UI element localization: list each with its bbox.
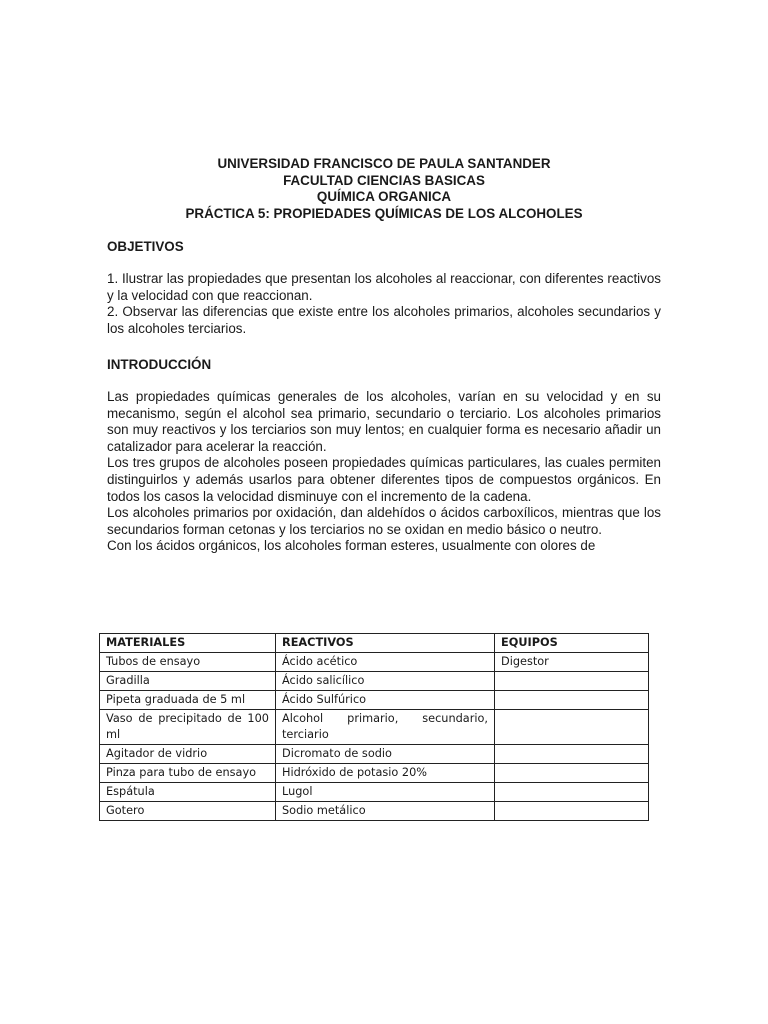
column-header-equipos: EQUIPOS: [495, 634, 649, 653]
table-cell: Alcohol primario, secundario, terciario: [276, 710, 495, 745]
table-cell: Dicromato de sodio: [276, 745, 495, 764]
table-row: [100, 802, 649, 821]
table-row: [100, 783, 649, 802]
objetivo-item: 1. Ilustrar las propiedades que presentan los alcoholes al reaccionar, con diferentes reactivos y la velocidad con que reaccionan.: [107, 271, 661, 303]
table-row: [100, 745, 649, 764]
document-header: [0, 156, 768, 222]
table-cell: [495, 691, 649, 710]
table-row: [100, 653, 649, 672]
table-cell: Digestor: [495, 653, 649, 672]
table-cell: Hidróxido de potasio 20%: [276, 764, 495, 783]
table-cell: [495, 802, 649, 821]
table-cell: [495, 764, 649, 783]
table-row: [100, 672, 649, 691]
introduccion-body: [107, 389, 661, 555]
materials-table: [99, 633, 649, 821]
table-cell: Pinza para tubo de ensayo: [100, 764, 276, 783]
objetivo-item: 2. Observar las diferencias que existe entre los alcoholes primarios, alcoholes secundarios y los alcoholes terciarios.: [107, 304, 661, 336]
table-header-row: [100, 634, 649, 653]
table-cell: Lugol: [276, 783, 495, 802]
table-cell: Ácido salicílico: [276, 672, 495, 691]
objetivos-list: [107, 271, 661, 337]
column-header-reactivos: REACTIVOS: [276, 634, 495, 653]
table-cell: Pipeta graduada de 5 ml: [100, 691, 276, 710]
intro-paragraph: Las propiedades químicas generales de los alcoholes, varían en su velocidad y en su mecanismo, según el alcohol sea primario, secundario o terciario. Los alcoholes primarios son muy reactivos y los terciarios son muy lentos; en cualquier forma es necesario añadir un catalizador para acelerar la reacción.: [107, 389, 661, 454]
intro-paragraph: Los tres grupos de alcoholes poseen propiedades químicas particulares, las cuales permiten distinguirlos y además usarlos para obtener diferentes tipos de compuestos orgánicos. En todos los casos la velocidad disminuye con el incremento de la cadena.: [107, 455, 661, 504]
table-cell: Gradilla: [100, 672, 276, 691]
intro-paragraph: Con los ácidos orgánicos, los alcoholes forman esteres, usualmente con olores de: [107, 538, 596, 554]
table-row: [100, 710, 649, 745]
table-cell: Tubos de ensayo: [100, 653, 276, 672]
table-row: [100, 691, 649, 710]
practice-title: PRÁCTICA 5: PROPIEDADES QUÍMICAS DE LOS ALCOHOLES: [185, 205, 583, 221]
table-cell: Espátula: [100, 783, 276, 802]
table-cell: Gotero: [100, 802, 276, 821]
table-cell: [495, 745, 649, 764]
table-cell: Vaso de precipitado de 100 ml: [100, 710, 276, 745]
table-cell: [495, 783, 649, 802]
table-cell: Sodio metálico: [276, 802, 495, 821]
university-name: UNIVERSIDAD FRANCISCO DE PAULA SANTANDER: [217, 156, 551, 171]
faculty-name: FACULTAD CIENCIAS BASICAS: [283, 172, 485, 188]
course-name: QUÍMICA ORGANICA: [316, 189, 452, 204]
table-cell: Ácido Sulfúrico: [276, 691, 495, 710]
table-cell: [495, 710, 649, 745]
table-cell: Ácido acético: [276, 653, 495, 672]
intro-paragraph: Los alcoholes primarios por oxidación, dan aldehídos o ácidos carboxílicos, mientras que los secundarios forman cetonas y los terciarios no se oxidan en medio básico o neutro.: [107, 505, 661, 537]
introduccion-heading: INTRODUCCIÓN: [107, 357, 212, 372]
table-cell: [495, 672, 649, 691]
table-cell: Agitador de vidrio: [100, 745, 276, 764]
table-row: [100, 764, 649, 783]
column-header-materiales: MATERIALES: [100, 634, 276, 653]
objetivos-heading: OBJETIVOS: [107, 239, 184, 254]
